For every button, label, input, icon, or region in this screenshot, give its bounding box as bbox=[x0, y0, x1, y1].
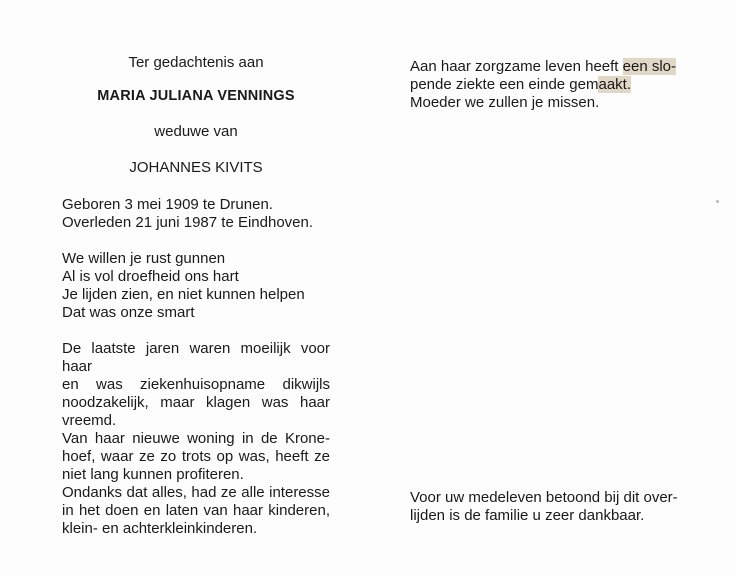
closing-line-3: Moeder we zullen je missen. bbox=[410, 94, 600, 111]
thanks-block bbox=[410, 489, 710, 525]
husband-name: JOHANNES KIVITS bbox=[129, 159, 263, 176]
highlighted-text: aakt. bbox=[598, 76, 632, 93]
paragraph-line: klein- en achterkleinkinderen. bbox=[62, 520, 258, 537]
closing-line-2 bbox=[410, 76, 710, 94]
birth-line: Geboren 3 mei 1909 te Drunen. bbox=[62, 196, 273, 213]
right-column bbox=[410, 58, 710, 112]
poem-line: We willen je rust gunnen bbox=[62, 250, 226, 267]
widow-of-text: weduwe van bbox=[154, 123, 238, 140]
paragraph-line: niet lang kunnen profiteren. bbox=[62, 466, 244, 483]
deceased-name: MARIA JULIANA VENNINGS bbox=[97, 88, 295, 104]
paragraph-line: noodzakelijk, maar klagen was haar bbox=[62, 394, 330, 411]
poem-line: Dat was onze smart bbox=[62, 304, 195, 321]
paragraph-line: vreemd. bbox=[62, 412, 117, 429]
paper-speck bbox=[716, 200, 719, 203]
highlighted-text: een slo- bbox=[622, 58, 677, 75]
poem-line: Al is vol droefheid ons hart bbox=[62, 268, 239, 285]
dates-block bbox=[62, 196, 330, 232]
biography-paragraph bbox=[62, 340, 330, 538]
paragraph-line: en was ziekenhuisopname dikwijls bbox=[62, 376, 330, 393]
paragraph-line: De laatste jaren waren moeilijk voor haar bbox=[62, 340, 330, 375]
paragraph-line: Ondanks dat alles, had ze alle interesse bbox=[62, 484, 330, 501]
poem-line: Je lijden zien, en niet kunnen helpen bbox=[62, 286, 305, 303]
left-column bbox=[62, 54, 330, 538]
closing-line-1 bbox=[410, 58, 710, 76]
paragraph-line: in het doen en laten van haar kinderen, bbox=[62, 502, 330, 519]
closing-text: pende ziekte een einde gem bbox=[410, 76, 599, 93]
thanks-line: lijden is de familie u zeer dankbaar. bbox=[410, 507, 645, 524]
closing-text: Aan haar zorgzame leven heeft bbox=[410, 58, 623, 75]
intro-text: Ter gedachtenis aan bbox=[128, 54, 264, 71]
poem-block bbox=[62, 250, 330, 322]
paragraph-line: hoef, waar ze zo trots op was, heeft ze bbox=[62, 448, 330, 465]
death-line: Overleden 21 juni 1987 te Eindhoven. bbox=[62, 214, 314, 231]
thanks-line: Voor uw medeleven betoond bij dit over- bbox=[410, 489, 678, 506]
paragraph-line: Van haar nieuwe woning in de Krone- bbox=[62, 430, 330, 447]
